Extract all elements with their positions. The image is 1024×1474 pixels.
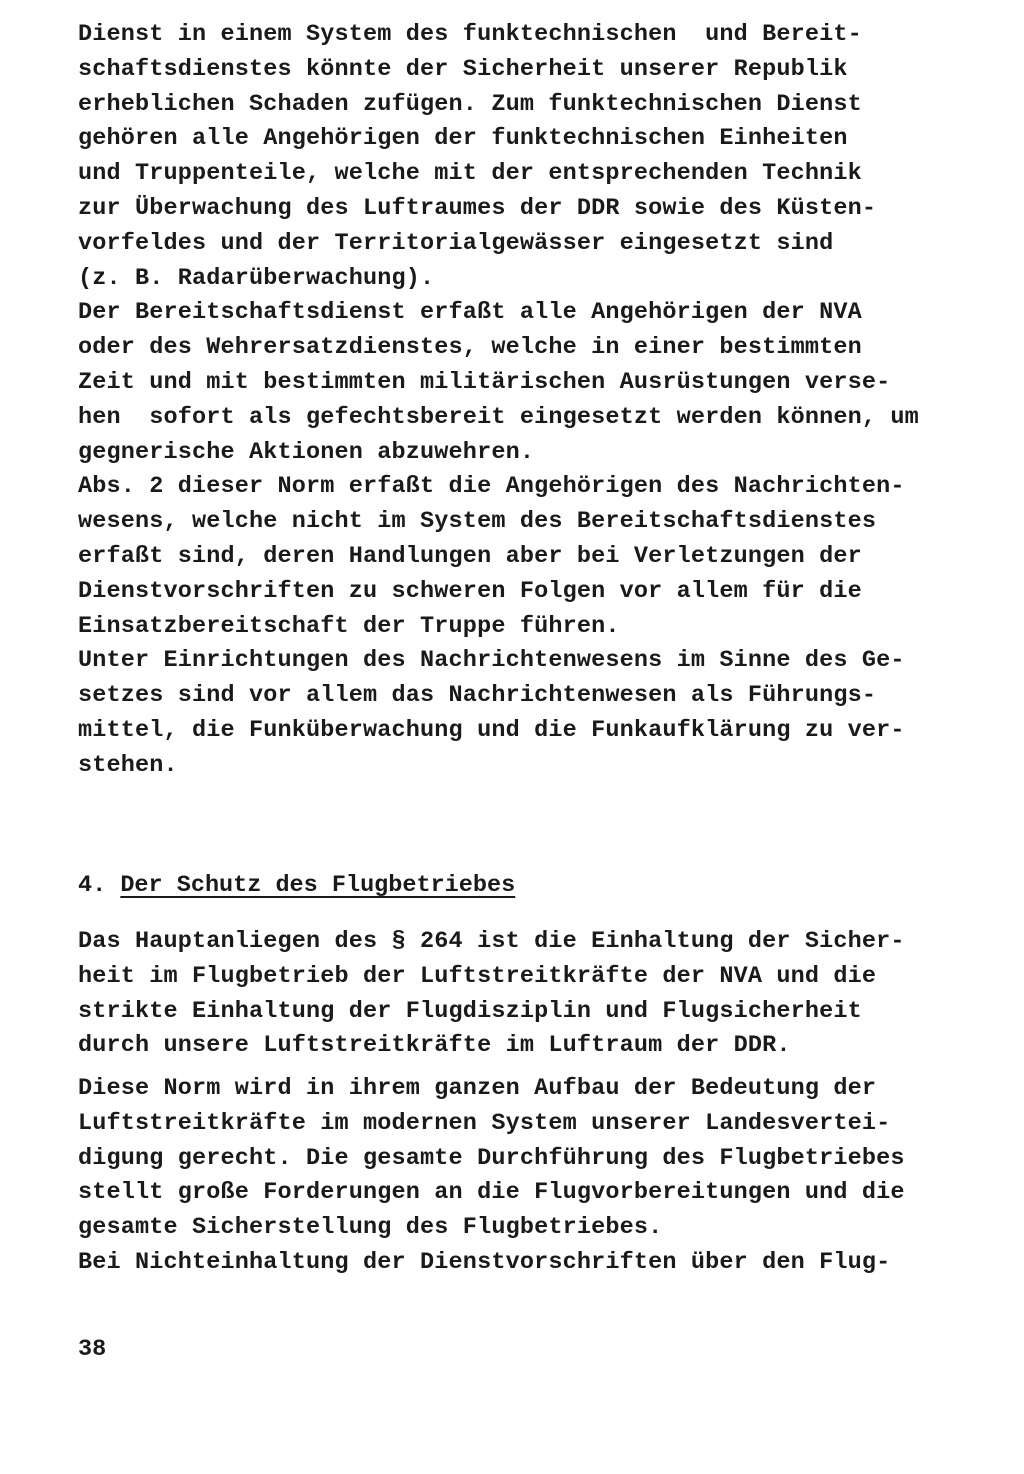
section-heading-line — [78, 869, 515, 904]
text-line: heit im Flugbetrieb der Luftstreitkräfte der NVA und die — [78, 962, 877, 990]
text-line: setzes sind vor allem das Nachrichtenwesen als Führungs- — [78, 682, 877, 710]
text-line: erheblichen Schaden zufügen. Zum funktechnischen Dienst — [78, 90, 862, 118]
text-line: erfaßt sind, deren Handlungen aber bei Verletzungen der — [78, 542, 862, 570]
paragraph-main-concern — [78, 925, 905, 1064]
text-line: Das Hauptanliegen des § 264 ist die Einhaltung der Sicher- — [78, 928, 905, 955]
text-line: mittel, die Funküberwachung und die Funkaufklärung zu ver- — [78, 716, 905, 744]
text-line: Der Bereitschaftsdienst erfaßt alle Angehörigen der NVA — [78, 299, 862, 327]
text-line: stellt große Forderungen an die Flugvorbereitungen und die — [78, 1179, 905, 1207]
text-line: Abs. 2 dieser Norm erfaßt die Angehörigen des Nachrichten- — [78, 473, 905, 501]
text-line: (z. B. Radarüberwachung). — [78, 264, 435, 292]
text-line: Zeit und mit bestimmten militärischen Ausrüstungen verse- — [78, 368, 891, 396]
text-line: digung gerecht. Die gesamte Durchführung des Flugbetriebes — [78, 1144, 905, 1172]
section-title: Der Schutz des Flugbetriebes — [120, 872, 516, 899]
text-line: zur Überwachung des Luftraumes der DDR sowie des Küsten- — [78, 194, 877, 222]
paragraph-radio-technical-service — [78, 18, 919, 784]
page-number: 38 — [78, 1336, 107, 1363]
text-line: wesens, welche nicht im System des Bereitschaftsdienstes — [78, 508, 877, 536]
text-line: Diese Norm wird in ihrem ganzen Aufbau der Bedeutung der — [78, 1075, 877, 1102]
text-line: durch unsere Luftstreitkräfte im Luftraum der DDR. — [78, 1032, 791, 1060]
paragraph-norm-structure — [78, 1072, 905, 1281]
text-line: Einsatzbereitschaft der Truppe führen. — [78, 612, 620, 640]
text-line: hen sofort als gefechtsbereit eingesetzt werden können, um — [78, 403, 919, 431]
text-line: Unter Einrichtungen des Nachrichtenwesens im Sinne des Ge- — [78, 647, 905, 675]
text-line: gehören alle Angehörigen der funktechnischen Einheiten — [78, 125, 848, 153]
text-line: vorfeldes und der Territorialgewässer eingesetzt sind — [78, 229, 834, 257]
text-line: Dienst in einem System des funktechnischen und Bereit- — [78, 21, 862, 48]
text-line: Luftstreitkräfte im modernen System unserer Landesvertei- — [78, 1109, 891, 1137]
section-number: 4. — [78, 872, 107, 899]
text-line: Dienstvorschriften zu schweren Folgen vor allem für die — [78, 577, 862, 605]
text-line: gegnerische Aktionen abzuwehren. — [78, 438, 535, 466]
text-line: Bei Nichteinhaltung der Dienstvorschriften über den Flug- — [78, 1248, 891, 1276]
text-line: strikte Einhaltung der Flugdisziplin und Flugsicherheit — [78, 997, 862, 1025]
text-line: gesamte Sicherstellung des Flugbetriebes. — [78, 1214, 663, 1242]
text-line: schaftsdienstes könnte der Sicherheit unserer Republik — [78, 55, 848, 83]
text-line: oder des Wehrersatzdienstes, welche in einer bestimmten — [78, 334, 862, 362]
section-heading — [78, 869, 515, 904]
text-line: und Truppenteile, welche mit der entsprechenden Technik — [78, 160, 862, 188]
text-line: stehen. — [78, 751, 178, 779]
